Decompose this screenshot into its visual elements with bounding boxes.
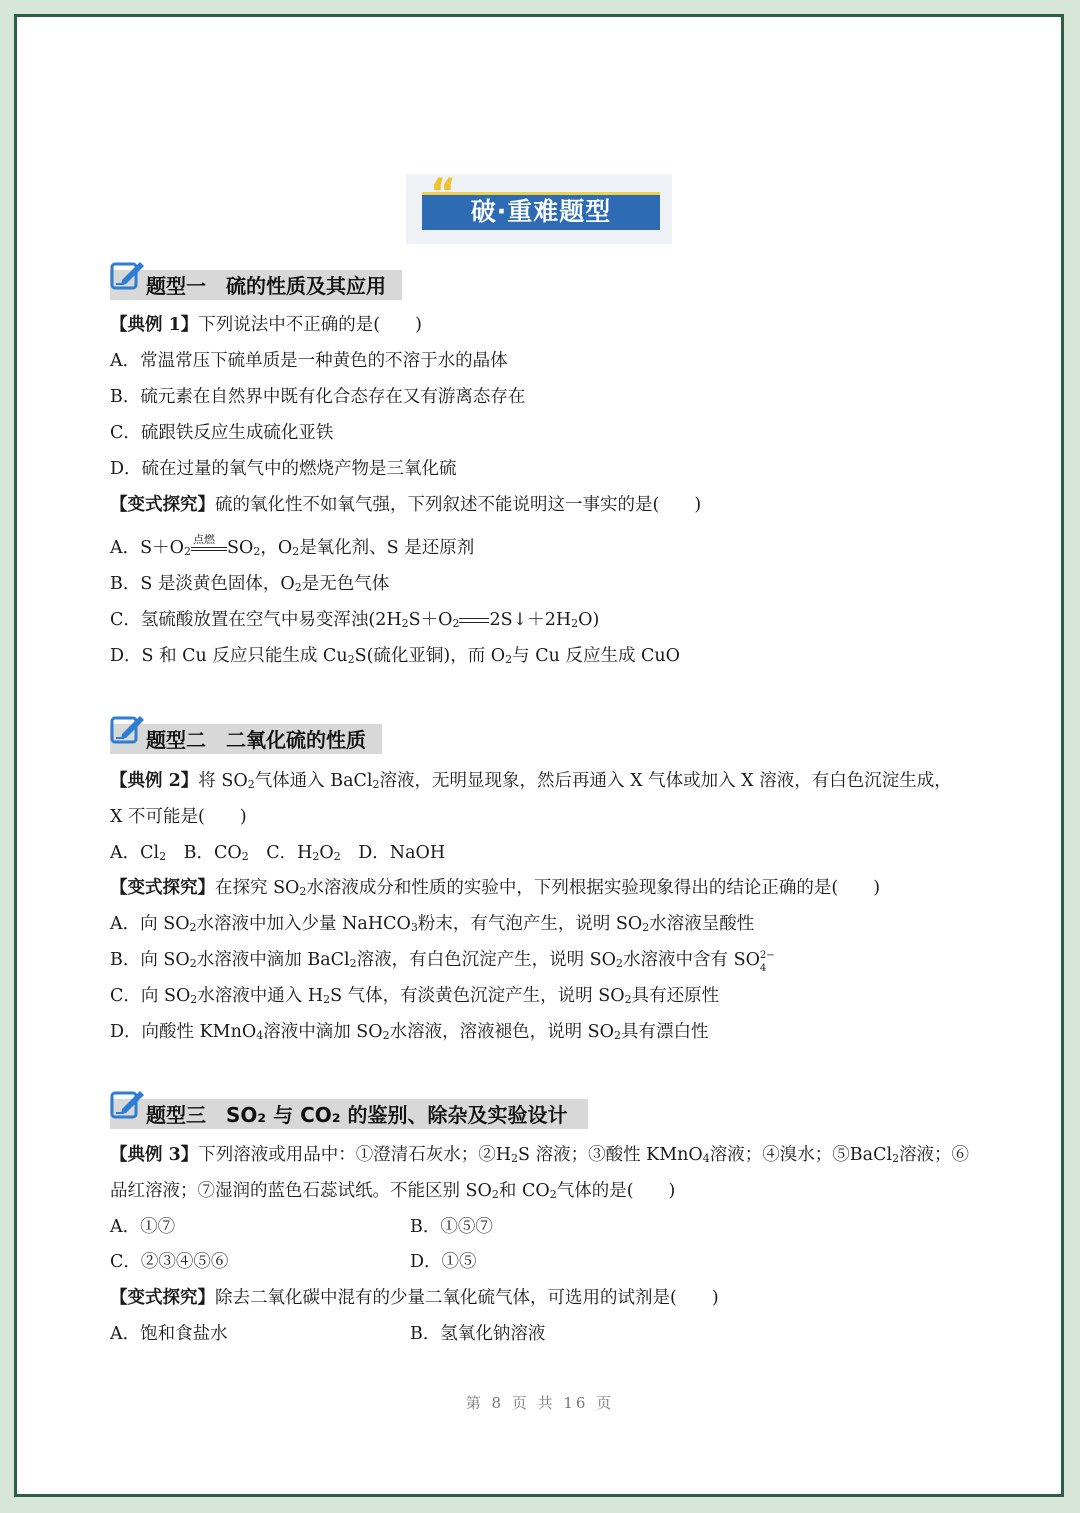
- option-line: D．①⑤: [410, 1252, 477, 1272]
- option-line: D．向酸性 KMnO4溶液中滴加 SO2水溶液，溶液褪色，说明 SO2具有漂白性: [110, 1022, 709, 1042]
- section-title: 题型三 SO₂ 与 CO₂ 的鉴别、除杂及实验设计: [146, 1103, 568, 1127]
- example-3-cont: 品红溶液；⑦湿润的蓝色石蕊试纸。不能区别 SO2和 CO2气体的是( ): [110, 1181, 676, 1201]
- quote-icon: “: [430, 171, 457, 217]
- option-line: A．①⑦: [110, 1217, 176, 1237]
- variant-question-3: 【变式探究】除去二氧化碳中混有的少量二氧化硫气体，可选用的试剂是( ): [110, 1288, 719, 1308]
- badge-title: 破·重难题型: [470, 197, 612, 226]
- section-badge: [406, 171, 672, 244]
- option-line: C．②③④⑤⑥: [110, 1252, 229, 1272]
- option-line: B．①⑤⑦: [410, 1217, 493, 1237]
- page-footer: 第 8 页 共 16 页: [465, 1394, 615, 1412]
- pencil-note-icon: [110, 1087, 146, 1121]
- option-line: A．Cl2 B．CO2 C．H2O2 D．NaOH: [110, 843, 446, 863]
- variant-question-1: 【变式探究】硫的氧化性不如氧气强，下列叙述不能说明这一事实的是( ): [110, 495, 702, 515]
- example-2: 【典例 2】将 SO2气体通入 BaCl2溶液，无明显现象，然后再通入 X 气体或加入 X 溶液，有白色沉淀生成，: [110, 771, 952, 791]
- variant-question-2: 【变式探究】在探究 SO2水溶液成分和性质的实验中，下列根据实验现象得出的结论正确的是( ): [110, 878, 881, 898]
- option-line: B．硫元素在自然界中既有化合态存在又有游离态存在: [110, 387, 526, 407]
- option-line: A．常温常压下硫单质是一种黄色的不溶于水的晶体: [110, 351, 508, 371]
- option-line: A．向 SO2水溶液中加入少量 NaHCO3粉末，有气泡产生，说明 SO2水溶液呈酸性: [110, 914, 755, 934]
- option-line: C．硫跟铁反应生成硫化亚铁: [110, 423, 334, 443]
- option-line: A．饱和食盐水: [110, 1324, 228, 1344]
- pencil-note-icon: [110, 258, 146, 292]
- section-header-1: [110, 258, 402, 300]
- section-header-3: [110, 1087, 588, 1129]
- option-line: B．向 SO2水溶液中滴加 BaCl2溶液，有白色沉淀产生，说明 SO2水溶液中含有 SO 2− 4: [110, 950, 775, 974]
- section-title: 题型二 二氧化硫的性质: [146, 728, 366, 752]
- option-line: C．向 SO2水溶液中通入 H2S 气体，有淡黄色沉淀产生，说明 SO2具有还原性: [110, 986, 720, 1006]
- option-line: B．S 是淡黄色固体，O2是无色气体: [110, 574, 390, 594]
- option-line: D．硫在过量的氧气中的燃烧产物是三氧化硫: [110, 459, 457, 479]
- example-1: 【典例 1】下列说法中不正确的是( ): [110, 315, 422, 335]
- example-3: 【典例 3】下列溶液或用品中：①澄清石灰水；②H2S 溶液；③酸性 KMnO4溶液；④溴水；⑤BaCl2溶液；⑥: [110, 1145, 970, 1165]
- section-title: 题型一 硫的性质及其应用: [146, 274, 386, 298]
- pencil-note-icon: [110, 712, 146, 746]
- example-2-cont: X 不可能是( ): [110, 807, 247, 827]
- option-line: D．S 和 Cu 反应只能生成 Cu2S(硫化亚铜)，而 O2与 Cu 反应生成 CuO: [110, 646, 681, 666]
- section-header-2: [110, 712, 382, 754]
- option-line: A．S＋O2 点燃 SO2，O2是氧化剂、S 是还原剂: [110, 533, 475, 558]
- option-line: C．氢硫酸放置在空气中易变浑浊(2H2S＋O2 2S↓＋2H2O): [110, 610, 600, 630]
- option-line: B．氢氧化钠溶液: [410, 1324, 546, 1344]
